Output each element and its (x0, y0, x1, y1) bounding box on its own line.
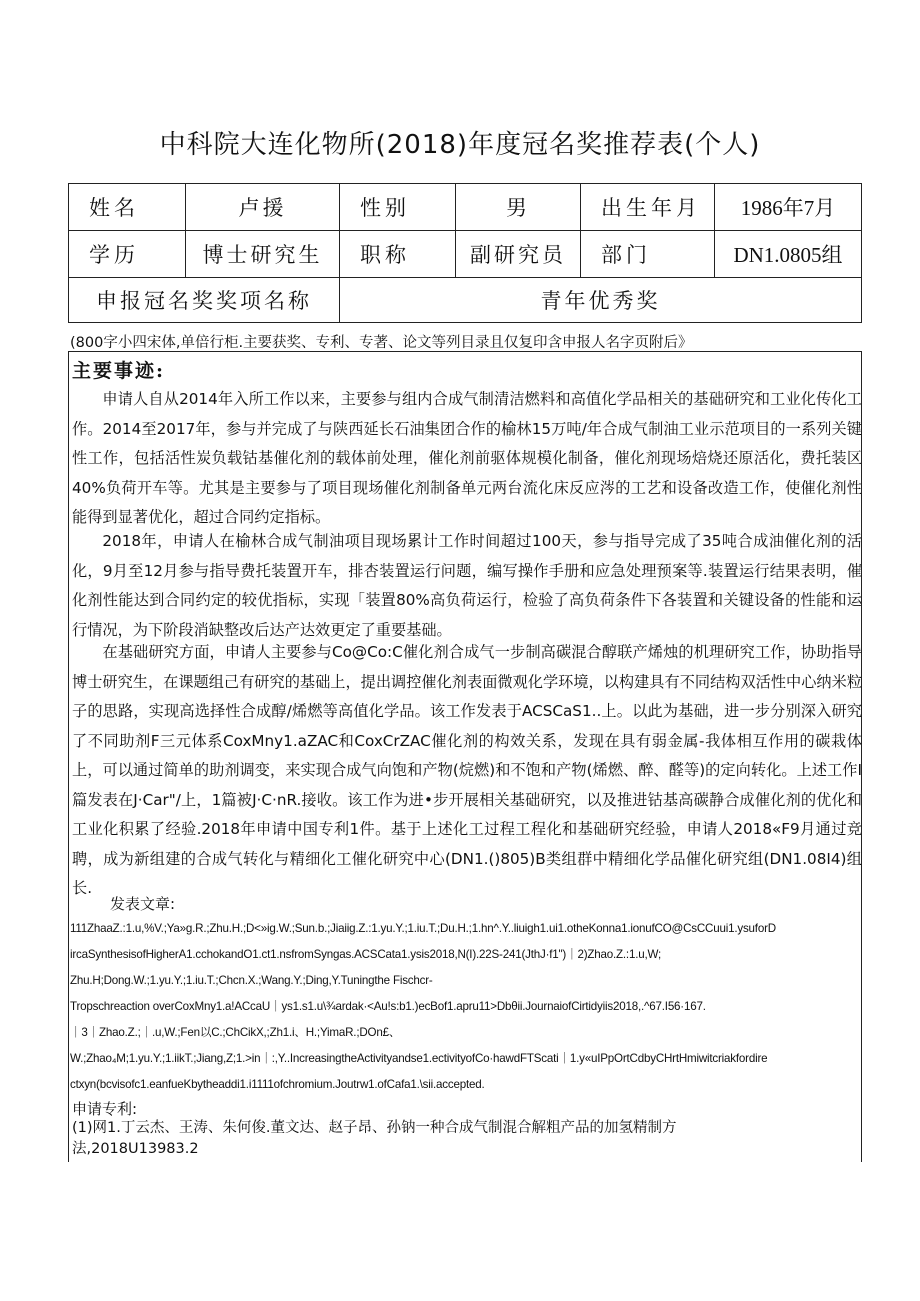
page-title: 中科院大连化物所(2018)年度冠名奖推荐表(个人) (159, 130, 761, 160)
patent-entry (72, 1118, 862, 1160)
publications-list (70, 916, 860, 1098)
publication-line: 111ZhaaZ.:1.u,%V.;Ya»g.R.;Zhu.H.;D<»ig.W.;Sun.b.;Jiaiig.Z.:1.yu.Y.;1.iu.T.;Du.H.;1.hn^.Y..liuigh1.ui1.otheKonna1.ionufCO@CsCCuui1.ysuforD (70, 922, 776, 935)
award-value: 青年优秀奖 (340, 278, 862, 323)
publication-line: Tropschreaction overCoxMny1.a!ACcaU｜ys1.s1.u\¾ardak·<Au!s:b1.)ecBof1.apru11>Dbθii.JournaiofCirtidyiis2018,.^67.I56·167. (70, 1000, 706, 1013)
name-label: 姓名 (69, 184, 186, 231)
deeds-paragraph-1: 申请人自从2014年入所工作以来，主要参与组内合成气制清洁燃料和高值化学品相关的基础研究和工业化传化工作。2014至2017年，参与并完成了与陕西延长石油集团合作的榆林15万吨/年合成气制油工业示范项目的一系列关键性工作，包括活性炭负载钴基催化剂的载体前处理，催化剂前驱体规模化制备，催化剂现场焙烧还原活化，费托装区40%负荷开车等。尤其是主要参与了项目现场催化剂制备单元两台流化床反应涔的工艺和设备改造工作，使催化剂性能得到显著优化，超过合同约定指标。 (72, 390, 862, 526)
gender-label: 性别 (340, 184, 456, 231)
deeds-paragraph-3: 在基础研究方面，申请人主要参与Co@Co:C催化剂合成气一步制高碳混合醇联产烯烛的机理研究工作，协助指导博士研究生，在课题组己有研究的基础上，提出调控催化剂表面微观化学环境，以构建具有不同结构双活性中心纳米粒子的思路，实现高选择性合成醇/烯燃等高值化学品。该工作发表于ACSCaS1..上。以此为基础，进一步分别深入研究了不同助剂F三元体系CoxMny1.aZAC和CoxCrZAC催化剂的构效关系，发现在具有弱金属-我体相互作用的碳栽体上，可以通过简单的助剂调变，来实现合成气向饱和产物(烷燃)和不饱和产物(烯燃、醉、醛等)的定向转化。上述工作I篇发表在J·Car"/上，1篇被J·C·nR.接收。该工作为进•步开展相关基础研究，以及推进钴基高碳静合成催化剂的优化和工业化积累了经验.2018年申请中国专利1件。基于上述化工过程工程化和基础研究经验，申请人2018«F9月通过竞聘，成为新组建的合成气转化与精细化工催化研究中心(DN1.()805)B类组群中精细化学品催化研究组(DN1.08I4)组长. (72, 643, 862, 897)
deeds-paragraph-2: 2018年，申请人在榆林合成气制油项目现场累计工作时间超过100天，参与指导完成了35吨合成油催化剂的活化，9月至12月参与指导费托装置开车，排杏装置运行问题，编写操作手册和应急处理预案等.装置运行结果表明，催化剂性能达到合同约定的较优指标，实现「装置80%高负荷运行，检验了高负荷条件下各装置和关键设备的性能和运行情况，为下阶段消缺整改后达产达效更定了重要基础。 (72, 532, 862, 639)
publications-heading: 发表文章: (110, 895, 176, 913)
publication-line: W.;Zhao₄M;1.yu.Y.;1.iikT.;Jiang,Z;1.>in｜:,Y..IncreasingtheActivityandse1.ectivityofCo·hawdFTScati｜1.y«uIPpOrtCdbyCHrtHmiwitcriakfordire (70, 1052, 768, 1065)
publication-line: ｜3｜Zhao.Z.;｜.u,W.;Fen以C.;ChCikX,;Zh1.i、H.;YimaR.;DOn£、 (70, 1026, 401, 1039)
patent-line-1: (1)网1.丁云杰、王涛、朱何俊.董文达、赵子昂、孙钠一种合成气制混合解粗产品的加氢精制方 (72, 1120, 677, 1136)
education-label: 学历 (69, 231, 186, 278)
name-value: 卢援 (186, 184, 340, 231)
award-label: 申报冠名奖奖项名称 (69, 278, 340, 323)
main-deeds-heading: 主要事迹: (72, 360, 166, 382)
publication-line: Zhu.H;Dong.W.;1.yu.Y.;1.iu.T.;Chcn.X.;Wang.Y.;Ding,Y.Tuningthe Fischcr- (70, 974, 433, 987)
department-label: 部门 (581, 231, 715, 278)
job-title-label: 职称 (340, 231, 456, 278)
patent-line-2: 法,2018U13983.2 (72, 1141, 199, 1157)
birth-label: 出生年月 (581, 184, 715, 231)
birth-value: 1986年7月 (715, 184, 862, 231)
gender-value: 男 (456, 184, 581, 231)
job-title-value: 副研究员 (456, 231, 581, 278)
applicant-info-table (68, 183, 862, 323)
education-value: 博士研究生 (186, 231, 340, 278)
publication-line: ircaSynthesisofHigherA1.cchokandO1.ct1.nsfromSyngas.ACSCata1.ysis2018,N(I).22S-241(JthJ·f1")｜2)Zhao.Z.:1.u,W; (70, 948, 662, 961)
patents-heading: 申请专利: (72, 1100, 138, 1118)
department-value: DN1.0805组 (715, 231, 862, 278)
publication-line: ctxyn(bcvisofc1.eanfueKbytheaddi1.i1111ofchromium.Joutrw1.ofCafa1.\sii.accepted. (70, 1078, 485, 1091)
format-note: (800字小四宋体,单倍行柜.主要获奖、专利、专著、论文等列目录且仅复印含申报人名字页附后》 (70, 335, 693, 351)
